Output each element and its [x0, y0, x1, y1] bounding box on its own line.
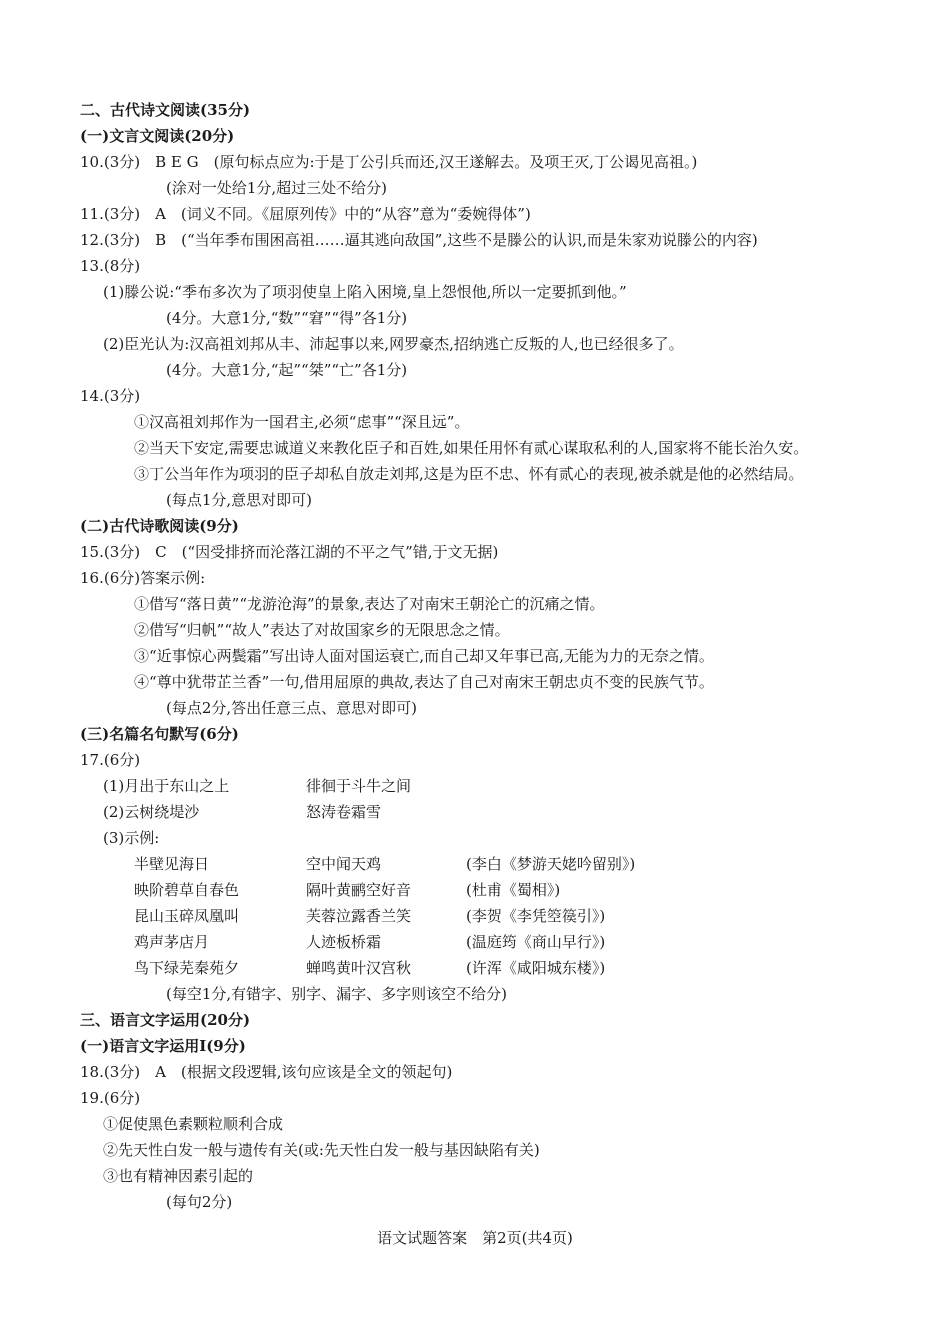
q13-head: 13.(8分)	[80, 257, 141, 275]
q14-head: 14.(3分)	[80, 387, 141, 405]
q17-r3-head: (3)示例:	[103, 829, 160, 847]
example-line-a: 映阶碧草自春色	[134, 881, 240, 899]
q16-head: 16.(6分)答案示例:	[80, 569, 206, 587]
q14-point-2: ②当天下安定,需要忠诚道义来教化臣子和百姓,如果任用怀有贰心谋取私利的人,国家将不能长治久安。	[134, 439, 809, 457]
example-line-b: 人迹板桥霜	[306, 933, 382, 951]
q19-point-1: ①促使黑色素颗粒顺利合成	[103, 1115, 284, 1133]
subsection-title: (一)语言文字运用Ⅰ(9分)	[80, 1037, 246, 1055]
q18-answer: 18.(3分) A (根据文段逻辑,该句应该是全文的领起句)	[80, 1063, 453, 1081]
q15-answer: 15.(3分) C (“因受排挤而沦落江湖的不平之气”错,于文无据)	[80, 543, 499, 561]
q17-head: 17.(6分)	[80, 751, 141, 769]
example-source: (李白《梦游天姥吟留别》)	[466, 855, 636, 873]
q16-point-3: ③“近事惊心两鬓霜”写出诗人面对国运衰亡,而自己却又年事已高,无能为力的无奈之情。	[134, 647, 714, 665]
q17-r1-second: 徘徊于斗牛之间	[306, 777, 412, 795]
q10-answer: 10.(3分) B E G (原句标点应为:于是丁公引兵而还,汉王遂解去。及项王灭,丁公谒见高祖。)	[80, 153, 698, 171]
q14-point-1: ①汉高祖刘邦作为一国君主,必须“虑事”“深且远”。	[134, 413, 470, 431]
q16-point-1: ①借写“落日黄”“龙游沧海”的景象,表达了对南宋王朝沦亡的沉痛之情。	[134, 595, 605, 613]
q19-point-3: ③也有精神因素引起的	[103, 1167, 254, 1185]
q17-r2-first: (2)云树绕堤沙	[103, 803, 200, 821]
example-line-b: 芙蓉泣露香兰笑	[306, 907, 412, 925]
q19-note: (每句2分)	[166, 1193, 233, 1211]
subsection-title: (二)古代诗歌阅读(9分)	[80, 517, 239, 535]
q11-answer: 11.(3分) A (词义不同。《屈原列传》中的“从容”意为“委婉得体”)	[80, 205, 531, 223]
subsection-title: (三)名篇名句默写(6分)	[80, 725, 239, 743]
example-line-b: 空中闻天鸡	[306, 855, 382, 873]
q13-note-2: (4分。大意1分,“起”“桀”“亡”各1分)	[166, 361, 408, 379]
q10-note: (涂对一处给1分,超过三处不给分)	[166, 179, 388, 197]
q13-answer-2: (2)臣光认为:汉高祖刘邦从丰、沛起事以来,网罗豪杰,招纳逃亡反叛的人,也已经很多了。	[103, 335, 684, 353]
q16-note: (每点2分,答出任意三点、意思对即可)	[166, 699, 418, 717]
q16-point-2: ②借写“归帆”“故人”表达了对故国家乡的无限思念之情。	[134, 621, 510, 639]
q17-note: (每空1分,有错字、别字、漏字、多字则该空不给分)	[166, 985, 508, 1003]
q14-point-3: ③丁公当年作为项羽的臣子却私自放走刘邦,这是为臣不忠、怀有贰心的表现,被杀就是他的必然结局。	[134, 465, 804, 483]
example-source: (许浑《咸阳城东楼》)	[466, 959, 606, 977]
q14-note: (每点1分,意思对即可)	[166, 491, 313, 509]
page-footer: 语文试题答案 第2页(共4页)	[377, 1229, 573, 1247]
q16-point-4: ④“尊中犹带芷兰香”一句,借用屈原的典故,表达了自己对南宋王朝忠贞不变的民族气节。	[134, 673, 714, 691]
q19-point-2: ②先天性白发一般与遗传有关(或:先天性白发一般与基因缺陷有关)	[103, 1141, 540, 1159]
example-line-a: 昆山玉碎凤凰叫	[134, 907, 240, 925]
section-title: 二、古代诗文阅读(35分)	[80, 101, 251, 119]
section-title: 三、语言文字运用(20分)	[80, 1011, 251, 1029]
subsection-title: (一)文言文阅读(20分)	[80, 127, 235, 145]
q17-r1-first: (1)月出于东山之上	[103, 777, 230, 795]
example-line-a: 半壁见海日	[134, 855, 210, 873]
example-source: (温庭筠《商山早行》)	[466, 933, 606, 951]
example-line-a: 鸡声茅店月	[134, 933, 210, 951]
example-source: (杜甫《蜀相》)	[466, 881, 561, 899]
q17-r2-second: 怒涛卷霜雪	[306, 803, 382, 821]
q12-answer: 12.(3分) B (“当年季布围困高祖……逼其逃向敌国”,这些不是滕公的认识,而是朱家劝说滕公的内容)	[80, 231, 758, 249]
q13-answer-1: (1)滕公说:“季布多次为了项羽使皇上陷入困境,皇上怨恨他,所以一定要抓到他。”	[103, 283, 627, 301]
q19-head: 19.(6分)	[80, 1089, 141, 1107]
example-line-a: 鸟下绿芜秦苑夕	[134, 959, 240, 977]
q13-note-1: (4分。大意1分,“数”“窘”“得”各1分)	[166, 309, 408, 327]
example-line-b: 隔叶黄鹂空好音	[306, 881, 412, 899]
example-line-b: 蝉鸣黄叶汉宫秋	[306, 959, 412, 977]
example-source: (李贺《李凭箜篌引》)	[466, 907, 606, 925]
